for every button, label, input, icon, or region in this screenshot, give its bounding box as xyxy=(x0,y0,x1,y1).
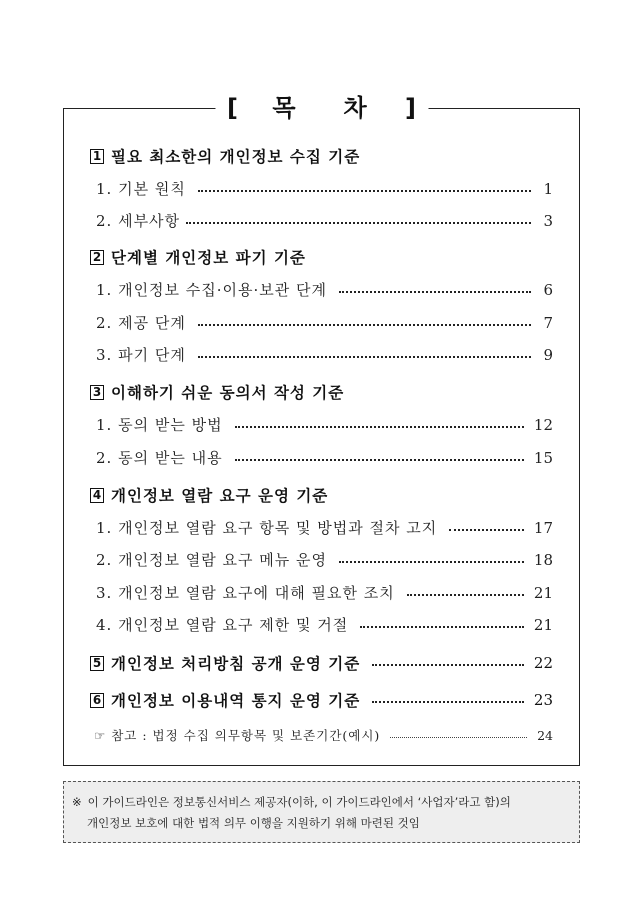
page-number: 3 xyxy=(543,211,553,230)
title-char-2: 차 xyxy=(343,94,371,122)
footnote-text-1: 이 가이드라인은 정보통신서비스 제공자(이하, 이 가이드라인에서 ‘사업자’라고 함)의 xyxy=(87,795,511,809)
item-title: 2. 동의 받는 내용 xyxy=(96,449,223,467)
toc-item[interactable] xyxy=(96,614,553,635)
section-number-box: 1 xyxy=(90,149,104,164)
dot-leader xyxy=(198,324,531,326)
section-number-box: 4 xyxy=(90,488,104,503)
pointing-hand-icon: ☞ xyxy=(94,727,106,743)
dot-leader xyxy=(186,222,531,224)
section-title: 이해하기 쉬운 동의서 작성 기준 xyxy=(111,384,345,402)
item-title: 2. 제공 단계 xyxy=(96,314,186,332)
section-title: 개인정보 열람 요구 운영 기준 xyxy=(111,487,329,505)
page-number: 21 xyxy=(533,615,553,634)
page-number: 7 xyxy=(543,313,553,332)
toc-item[interactable] xyxy=(96,344,553,365)
dot-leader xyxy=(339,561,524,563)
item-title: 1. 동의 받는 방법 xyxy=(96,416,223,434)
page-number: 22 xyxy=(533,654,553,672)
page-number: 9 xyxy=(543,345,553,364)
section-title: 개인정보 처리방침 공개 운영 기준 xyxy=(111,655,361,673)
note-title: 참고 : 법정 수집 의무항목 및 보존기간(예시) xyxy=(111,728,381,743)
toc-item[interactable] xyxy=(96,279,553,300)
dot-leader xyxy=(235,426,524,428)
dot-leader xyxy=(235,459,524,461)
section-number-box: 5 xyxy=(90,656,104,671)
toc-title xyxy=(215,92,428,124)
section-number-box: 3 xyxy=(90,385,104,400)
toc-item[interactable] xyxy=(96,210,553,231)
item-title: 4. 개인정보 열람 요구 제한 및 거절 xyxy=(96,616,349,634)
dot-leader xyxy=(372,664,524,666)
dot-leader xyxy=(198,356,531,358)
title-open-bracket: [ xyxy=(226,94,238,122)
dot-leader xyxy=(360,626,524,628)
item-title: 1. 개인정보 수집·이용·보관 단계 xyxy=(96,281,328,299)
dot-leader xyxy=(339,291,531,293)
dot-leader xyxy=(372,701,524,703)
page-number: 23 xyxy=(533,691,553,709)
footnote-box xyxy=(63,781,580,843)
toc-item[interactable] xyxy=(96,312,553,333)
toc-item[interactable] xyxy=(96,549,553,570)
toc-section-6[interactable] xyxy=(90,689,553,711)
toc-item[interactable] xyxy=(96,582,553,603)
toc-item[interactable] xyxy=(96,447,553,468)
dot-leader xyxy=(390,737,527,738)
page-number: 15 xyxy=(533,448,553,467)
toc-section-3[interactable] xyxy=(90,381,553,403)
section-number-box: 6 xyxy=(90,693,104,708)
dot-leader xyxy=(198,190,531,192)
page-number: 6 xyxy=(543,280,553,299)
toc-section-2[interactable] xyxy=(90,246,553,268)
section-title: 개인정보 이용내역 통지 운영 기준 xyxy=(111,692,361,710)
section-title: 필요 최소한의 개인정보 수집 기준 xyxy=(111,148,361,166)
footnote-line-1 xyxy=(72,792,571,813)
dot-leader xyxy=(449,529,524,531)
page-number: 21 xyxy=(533,583,553,602)
page-number: 18 xyxy=(533,550,553,569)
toc-section-1[interactable] xyxy=(90,145,553,167)
section-title: 단계별 개인정보 파기 기준 xyxy=(111,249,306,267)
item-title: 1. 기본 원칙 xyxy=(96,180,186,198)
reference-mark-icon: ※ xyxy=(72,795,82,809)
footnote-line-2: 개인정보 보호에 대한 법적 의무 이행을 지원하기 위해 마련된 것임 xyxy=(87,816,420,830)
page-number: 12 xyxy=(533,415,553,434)
item-title: 2. 세부사항 xyxy=(96,212,181,230)
toc-item[interactable] xyxy=(96,517,553,538)
section-number-box: 2 xyxy=(90,250,104,265)
item-title: 3. 개인정보 열람 요구에 대해 필요한 조치 xyxy=(96,584,395,602)
dot-leader xyxy=(407,594,524,596)
item-title: 3. 파기 단계 xyxy=(96,346,186,364)
item-title: 1. 개인정보 열람 요구 항목 및 방법과 절차 고지 xyxy=(96,519,438,537)
toc-box xyxy=(63,94,580,766)
page-number: 1 xyxy=(543,179,553,198)
page-number: 17 xyxy=(533,518,553,537)
toc-section-5[interactable] xyxy=(90,652,553,674)
toc-section-4[interactable] xyxy=(90,484,553,506)
title-close-bracket: ] xyxy=(405,94,417,122)
toc-item[interactable] xyxy=(96,414,553,435)
toc-reference-note[interactable] xyxy=(94,726,553,744)
item-title: 2. 개인정보 열람 요구 메뉴 운영 xyxy=(96,551,328,569)
title-char-1: 목 xyxy=(272,94,300,122)
page-number: 24 xyxy=(537,727,553,743)
toc-item[interactable] xyxy=(96,178,553,199)
